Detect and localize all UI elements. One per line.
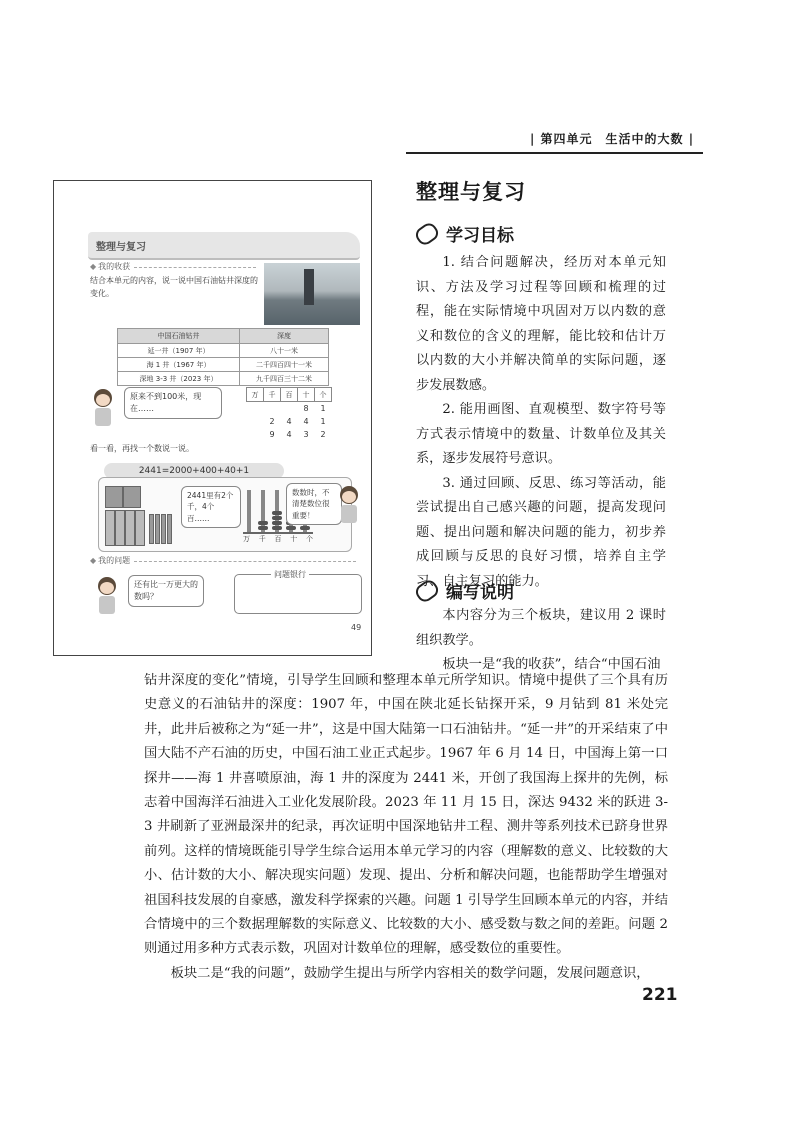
- place-header: 千: [264, 388, 281, 402]
- notes-intro-paragraph: 本内容分为三个板块，建议用 2 课时组织教学。: [416, 608, 666, 648]
- header-rule: [406, 152, 703, 154]
- abacus-label: 十: [290, 535, 298, 543]
- question-bank-label: 问题银行: [271, 569, 309, 580]
- thumbnail-question-bank-box: [234, 570, 362, 614]
- ten-rod: [149, 514, 154, 544]
- place-cell: [247, 415, 264, 428]
- thumbnail-place-value-grid: [246, 387, 332, 441]
- thumbnail-speech-bubble: 原来不到100米，现在……: [124, 387, 222, 419]
- table-cell: 二千四百四十一米: [240, 358, 329, 372]
- editorial-notes-heading-text: 编写说明: [446, 583, 514, 603]
- hundred-flat: [105, 510, 115, 546]
- notes-block1-start: 板块一是“我的收获”，结合“中国石油: [442, 657, 661, 672]
- learning-goals-list: [416, 251, 666, 594]
- learning-goal: 2. 能用画图、直观模型、数字符号等方式表示情境中的数量、计数单位及其关系，逐步发展符号意识。: [416, 402, 666, 466]
- place-cell: 8: [303, 404, 309, 413]
- table-cell: 延一井（1907 年）: [118, 344, 240, 358]
- section-title: 整理与复习: [416, 180, 526, 204]
- place-cell: [247, 428, 264, 441]
- place-cell: 4: [286, 417, 292, 426]
- thumbnail-blocks-note: 2441里有2个千，4个百……: [181, 486, 241, 528]
- body-paragraph: 板块二是“我的问题”，鼓励学生提出与所学内容相关的数学问题，发展问题意识，: [170, 965, 650, 981]
- place-header: 百: [281, 388, 298, 402]
- textbook-page-thumbnail: [53, 180, 372, 656]
- place-cell: 2: [269, 417, 275, 426]
- body-paragraph-continuation: 钻井深度的变化”情境，引导学生回顾和整理本单元所学知识。情境中提供了三个具有历史意义的石油钻井的深度：1907 年，中国在陕北延长钻探开采，9 月钻到 81 米处完井，此井后被称之为“延一井”，这是中国大陆第一口石油钻井。“延一井”的开采结束了中国大陆不产石油的历史，中国石油工业正式起步。1967 年 6 月 14 日，中国海上第一口探井——海 1 井喜喷原油，海 1 井的深度为 2441 米，开创了我国海上探井的先例，标志着中国海洋石油进入工业化发展阶段。2023 年 11 月 15 日，深达 9432 米的跃进 3-3 井刷新了亚洲最深井的纪录，再次证明中国深地钻井工程、测井等系列技术已跻身世界前列。这样的情境既能引导学生综合运用本单元学习的内容（理解数的意义、比较数的大小、估计数的大小、解决现实问题）发现、提出、分析和解决问题，也能帮助学生增强对祖国科技发展的自豪感，激发科学探索的兴趣。问题 1 引导学生回顾本单元的内容，并结合情境中的三个数据理解数的实际意义、比较数的大小、感受数与数之间的差距。问题 2 则通过用多种方式表示数，巩固对计数单位的理解，感受数位的重要性。: [144, 673, 668, 957]
- place-header: 万: [247, 388, 264, 402]
- thumbnail-teacher-bubble: 数数时，不清楚数位很重要！: [286, 483, 342, 525]
- table-cell: 海 1 井（1967 年）: [118, 358, 240, 372]
- table-cell: 深地 3-3 井（2023 年）: [118, 372, 240, 386]
- hundred-flat: [115, 510, 125, 546]
- thumbnail-question-2: 看一看，再找一个数说一说。: [90, 444, 194, 453]
- thumbnail-banner-title: 整理与复习: [96, 242, 146, 253]
- abacus-label: 个: [306, 535, 313, 543]
- learning-goals-heading-text: 学习目标: [446, 226, 514, 246]
- table-cell: 九千四百三十二米: [240, 372, 329, 386]
- thumbnail-oil-well-table: [117, 328, 329, 386]
- paperclip-icon: [413, 220, 441, 247]
- editorial-notes-intro: [416, 604, 666, 678]
- thumbnail-question-1: 结合本单元的内容，说一说中国石油钻井深度的变化。: [90, 276, 258, 298]
- abacus-label: 万: [243, 535, 250, 543]
- place-cell: 1: [320, 404, 326, 413]
- place-cell: 3: [303, 430, 309, 439]
- ten-rod: [155, 514, 160, 544]
- thumbnail-page-number: 49: [351, 623, 362, 632]
- thousand-cube: [123, 486, 141, 508]
- place-header: 十: [298, 388, 315, 402]
- thumbnail-section-questions: ◆ 我的问题: [90, 555, 130, 566]
- place-cell: 1: [320, 417, 326, 426]
- thumbnail-banner: [88, 232, 360, 260]
- thumbnail-divider: [134, 267, 256, 269]
- thumbnail-equation: 2441=2000+400+40+1: [104, 463, 284, 479]
- place-cell: 4: [303, 417, 309, 426]
- table-header: 中国石油钻井: [118, 329, 240, 344]
- abacus-label: 百: [274, 535, 282, 543]
- ten-rod: [161, 514, 166, 544]
- place-cell: [247, 402, 264, 416]
- ten-rod: [167, 514, 172, 544]
- hundred-flat: [125, 510, 135, 546]
- thumbnail-divider: [134, 561, 356, 563]
- body-text: [144, 669, 668, 986]
- learning-goal: 1. 结合问题解决，经历对本单元知识、方法及学习过程等回顾和梳理的过程，能在实际情境中巩固对万以内数的意义和数位的含义的理解，能比较和估计万以内数的大小并解决简单的实际问题，逐步发展数感。: [416, 255, 666, 393]
- place-cell: 9: [269, 430, 275, 439]
- learning-goals-heading: [416, 221, 514, 246]
- running-header: | 第四单元 生活中的大数 |: [530, 132, 695, 146]
- place-cell: [264, 402, 281, 416]
- hundred-flat: [135, 510, 145, 546]
- page-number: 221: [642, 985, 678, 1005]
- thumbnail-section-harvest: ◆ 我的收获: [90, 261, 130, 272]
- place-cell: [281, 402, 298, 416]
- table-header: 深度: [240, 329, 329, 344]
- place-cell: 2: [320, 430, 326, 439]
- thumbnail-question-bubble: 还有比一万更大的数吗？: [128, 575, 204, 607]
- paperclip-icon: [413, 577, 441, 604]
- abacus-label: 千: [258, 535, 266, 543]
- editorial-notes-heading: [416, 578, 514, 603]
- place-header: 个: [315, 388, 332, 402]
- learning-goal: 3. 通过回顾、反思、练习等活动，能尝试提出自己感兴趣的问题，提高发现问题、提出问题和解决问题的能力，初步养成回顾与反思的良好习惯，培养自主学习、自主复习的能力。: [416, 475, 666, 589]
- table-cell: 八十一米: [240, 344, 329, 358]
- thousand-cube: [105, 486, 123, 508]
- oil-platform-photo: [264, 263, 360, 325]
- place-cell: 4: [286, 430, 292, 439]
